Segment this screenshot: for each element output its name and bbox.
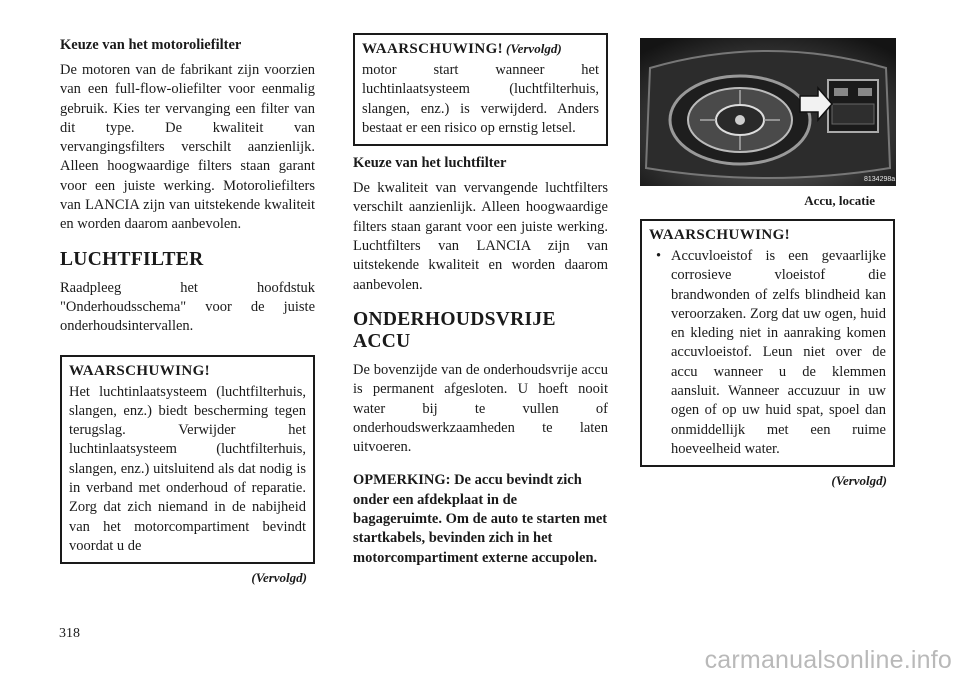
battery-location-figure — [640, 38, 896, 186]
air-filter-section-paragraph: Raadpleeg het hoofdstuk "Onderhoudsschema" voor de juiste onderhoudsintervallen. — [60, 279, 315, 335]
battery-paragraph: De bovenzijde van de onderhoudsvrije accu is permanent afgesloten. U hoeft nooit water bij te vullen of onderhoudswerkzaamheden te laten uitvoeren. — [353, 361, 608, 456]
air-filter-paragraph: De kwaliteit van vervangende luchtfilters verschilt aanzienlijk. Alleen hoogwaardige filters staan garant voor een juiste werking. Luchtfilters van LANCIA zijn van uitstekende kwaliteit en worden daarom aanbevolen. — [353, 180, 608, 293]
page-number: 318 — [59, 626, 80, 641]
warning-title-continued — [362, 41, 599, 58]
column-middle — [353, 36, 608, 568]
warning-list — [649, 247, 886, 459]
watermark: carmanualsonline.info — [704, 646, 952, 674]
air-filter-section-title: LUCHTFILTER — [60, 248, 204, 270]
column-right — [640, 36, 895, 489]
warning-continued-label: (Vervolgd) — [506, 41, 562, 56]
battery-note: OPMERKING: De accu bevindt zich onder een afdekplaat in de bagageruimte. Om de auto te starten met startkabels, bevinden zich in het motorcompartiment externe accupolen. — [353, 472, 608, 566]
warning-text: motor start wanneer het luchtinlaatsysteem (luchtfilterhuis, slangen, enz.) is verwijderd. Anders bestaat er een risico op ernstig letsel. — [362, 62, 599, 136]
air-filter-heading: Keuze van het luchtfilter — [353, 155, 507, 172]
figure-caption: Accu, locatie — [804, 193, 875, 208]
oil-filter-paragraph: De motoren van de fabrikant zijn voorzien van een full-flow-oliefilter voor eenmalig gebruik. Kies ter vervanging een filter van dit type. De kwaliteit van vervangingsfilters verschilt aanzienlijk. Alleen hoogwaardige filters staan garant voor een juiste werking. Motoroliefilters van LANCIA zijn van uitstekende kwaliteit en worden daarom aanbevolen. — [60, 62, 315, 233]
warning-list-item: • Accuvloeistof is een gevaarlijke corrosieve vloeistof die brandwonden of zelfs blindheid kan veroorzaken. Zorg dat uw ogen, huid en kleding niet in aanraking komen accuvloeistof. Leun niet over de accu wanneer u de klemmen aansluit. Wanneer accuzuur in uw ogen of op uw huid spat, spoel dan onmiddellijk met een ruime hoeveelheid water. — [671, 247, 886, 459]
warning-box-air-intake — [60, 355, 315, 565]
warning-title: WAARSCHUWING! — [649, 227, 791, 243]
warning-title: WAARSCHUWING! — [362, 41, 504, 57]
warning-title: WAARSCHUWING! — [69, 362, 211, 379]
warning-box-battery-acid — [640, 219, 895, 467]
trunk-battery-photo — [640, 38, 896, 186]
warning-text: Het luchtinlaatsysteem (luchtfilterhuis, slangen, enz.) biedt bescherming tegen terugslag. Verwijder het luchtinlaatsysteem (luchtfilterhuis, slangen, enz.) uitsluitend als dat nodig is in verband met onderhoud of reparatie. Zorg dat zich niemand in de nabijheid van het motorcompartiment bevindt voordat u de — [69, 383, 306, 554]
continued-label: (Vervolgd) — [251, 570, 307, 586]
oil-filter-heading: Keuze van het motoroliefilter — [60, 37, 242, 53]
battery-section-title: ONDERHOUDSVRIJE ACCU — [353, 308, 556, 352]
continued-label: (Vervolgd) — [831, 473, 887, 489]
warning-box-continued — [353, 33, 608, 146]
column-left — [60, 36, 315, 586]
figure-code: 8134298a — [864, 176, 896, 183]
